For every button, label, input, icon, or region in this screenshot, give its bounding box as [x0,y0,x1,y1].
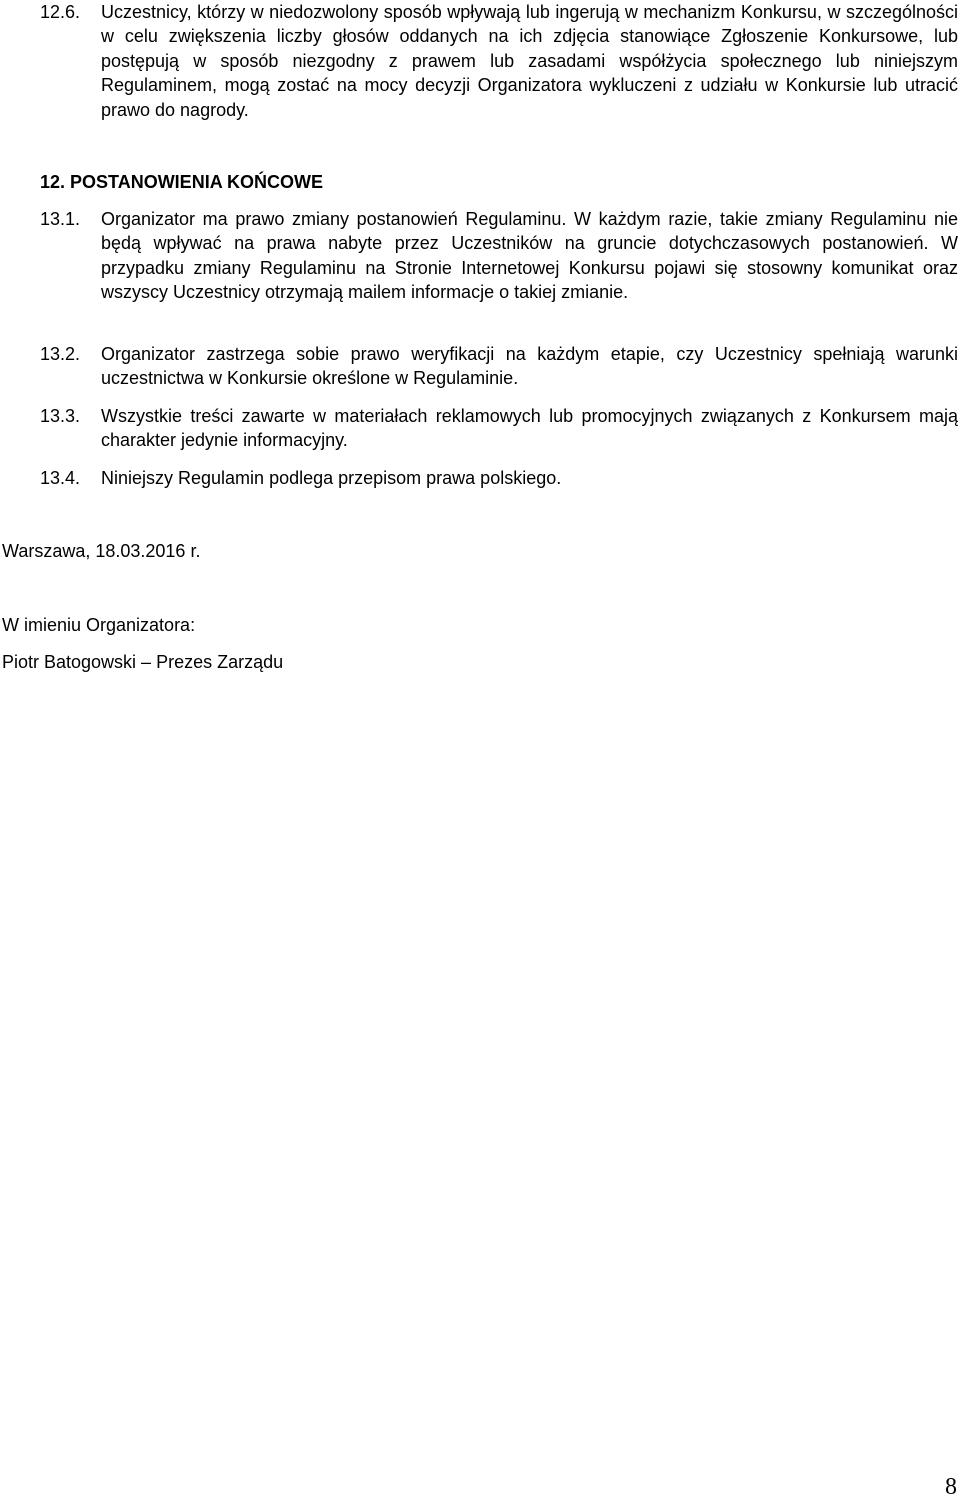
clause-number: 13.1. [40,209,81,229]
clause-13-3 [0,404,958,453]
on-behalf-label: W imieniu Organizatora: [2,615,196,635]
clause-text: Niniejszy Regulamin podlega przepisom prawa polskiego. [101,468,562,488]
page-number: 8 [945,1474,957,1500]
clause-13-2 [0,342,958,391]
place-and-date: Warszawa, 18.03.2016 r. [2,541,201,561]
section-heading: 12. POSTANOWIENIA KOŃCOWE [40,172,324,192]
clause-12-6 [0,0,958,122]
clause-text: Wszystkie treści zawarte w materiałach reklamowych lub promocyjnych związanych z Konkursem mają charakter jedynie informacyjny. [101,406,958,451]
clause-text: Organizator ma prawo zmiany postanowień Regulaminu. W każdym razie, takie zmiany Regulaminu nie będą wpływać na prawa nabyte przez Uczestników na gruncie dotychczasowych postanowień. W przypadku zmiany Regulaminu na Stronie Internetowej Konkursu pojawi się stosowny komunikat oraz wszyscy Uczestnicy otrzymają mailem informacje o takiej zmianie. [101,209,958,303]
clause-number: 12.6. [40,2,81,22]
clause-13-1 [0,207,958,305]
clause-text: Uczestnicy, którzy w niedozwolony sposób wpływają lub ingerują w mechanizm Konkursu, w szczególności w celu zwiększenia liczby głosów oddanych na ich zdjęcia stanowiące Zgłoszenie Konkursowe, lub postępują w sposób niezgodny z prawem lub zasadami współżycia społecznego lub niniejszym Regulaminem, mogą zostać na mocy decyzji Organizatora wykluczeni z udziału w Konkursie lub utracić prawo do nagrody. [101,2,958,120]
clause-number: 13.2. [40,344,81,364]
clause-13-4 [0,466,958,490]
clause-number: 13.3. [40,406,81,426]
clause-number: 13.4. [40,468,81,488]
signatory: Piotr Batogowski – Prezes Zarządu [2,652,284,672]
clause-text: Organizator zastrzega sobie prawo weryfikacji na każdym etapie, czy Uczestnicy spełniają warunki uczestnictwa w Konkursie określone w Regulaminie. [101,344,958,389]
